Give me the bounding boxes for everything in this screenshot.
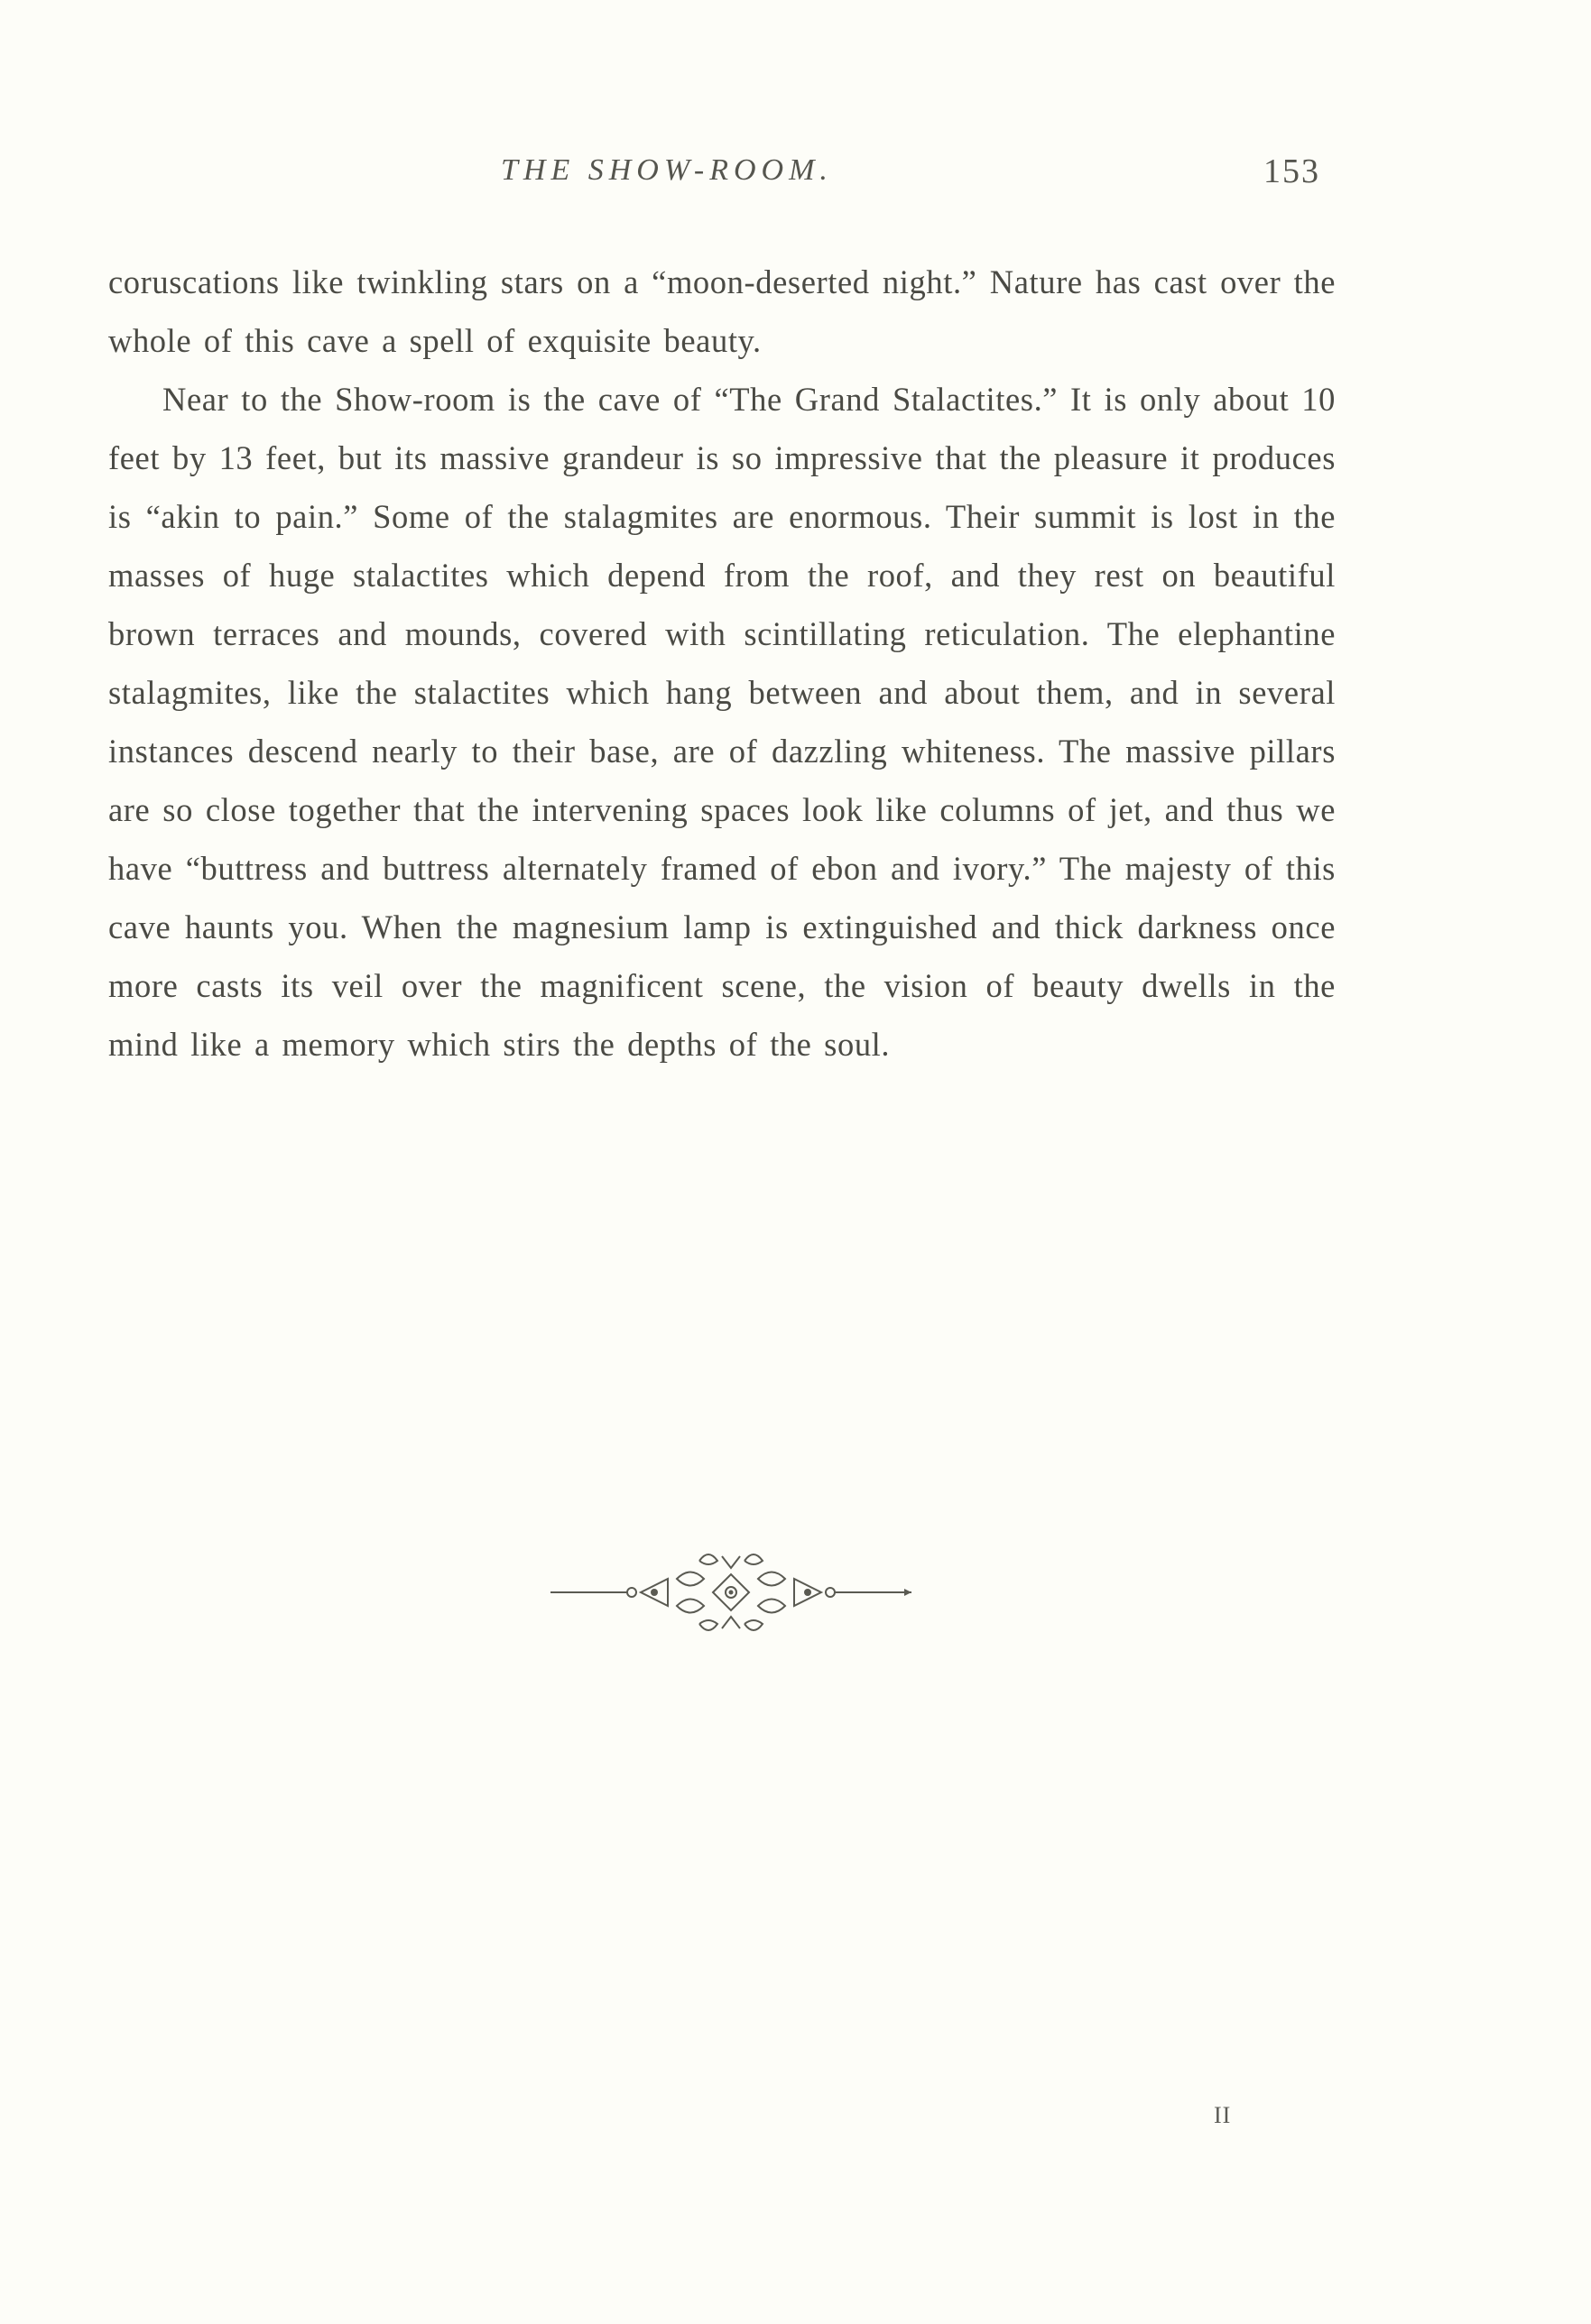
signature-mark: II bbox=[1214, 2102, 1232, 2128]
page-number: 153 bbox=[1263, 152, 1320, 190]
body-text bbox=[108, 253, 1336, 1074]
running-title: THE SHOW-ROOM. bbox=[501, 153, 833, 187]
paragraph-grand-stalactites: Near to the Show-room is the cave of “The Grand Stalactites.” It is only about 10 feet by 13 feet, but its massive grandeur is so impressive that the pleasure it produces is “akin to pain.” Some of the stalagmites are enormous. Their summit is lost in the masses of huge stalactites which depend from the roof, and they rest on beautiful brown terraces and mounds, covered with scintillating reticulation. The elephantine stalagmites, like the stalactites which hang between and about them, and in several instances descend nearly to their base, are of dazzling whiteness. The massive pillars are so close together that the intervening spaces look like columns of jet, and thus we have “buttress and buttress alternately framed of ebon and ivory.” The majesty of this cave haunts you. When the magnesium lamp is extinguished and thick darkness once more casts its veil over the magnificent scene, the vision of beauty dwells in the mind like a memory which stirs the depths of the soul. bbox=[108, 381, 1336, 1063]
floral-ornament-icon bbox=[541, 1543, 920, 1642]
running-header bbox=[0, 144, 1591, 198]
paragraph-continuation: coruscations like twinkling stars on a “moon-deserted night.” Nature has cast over the whole of this cave a spell of exquisite beauty. bbox=[108, 263, 1336, 359]
